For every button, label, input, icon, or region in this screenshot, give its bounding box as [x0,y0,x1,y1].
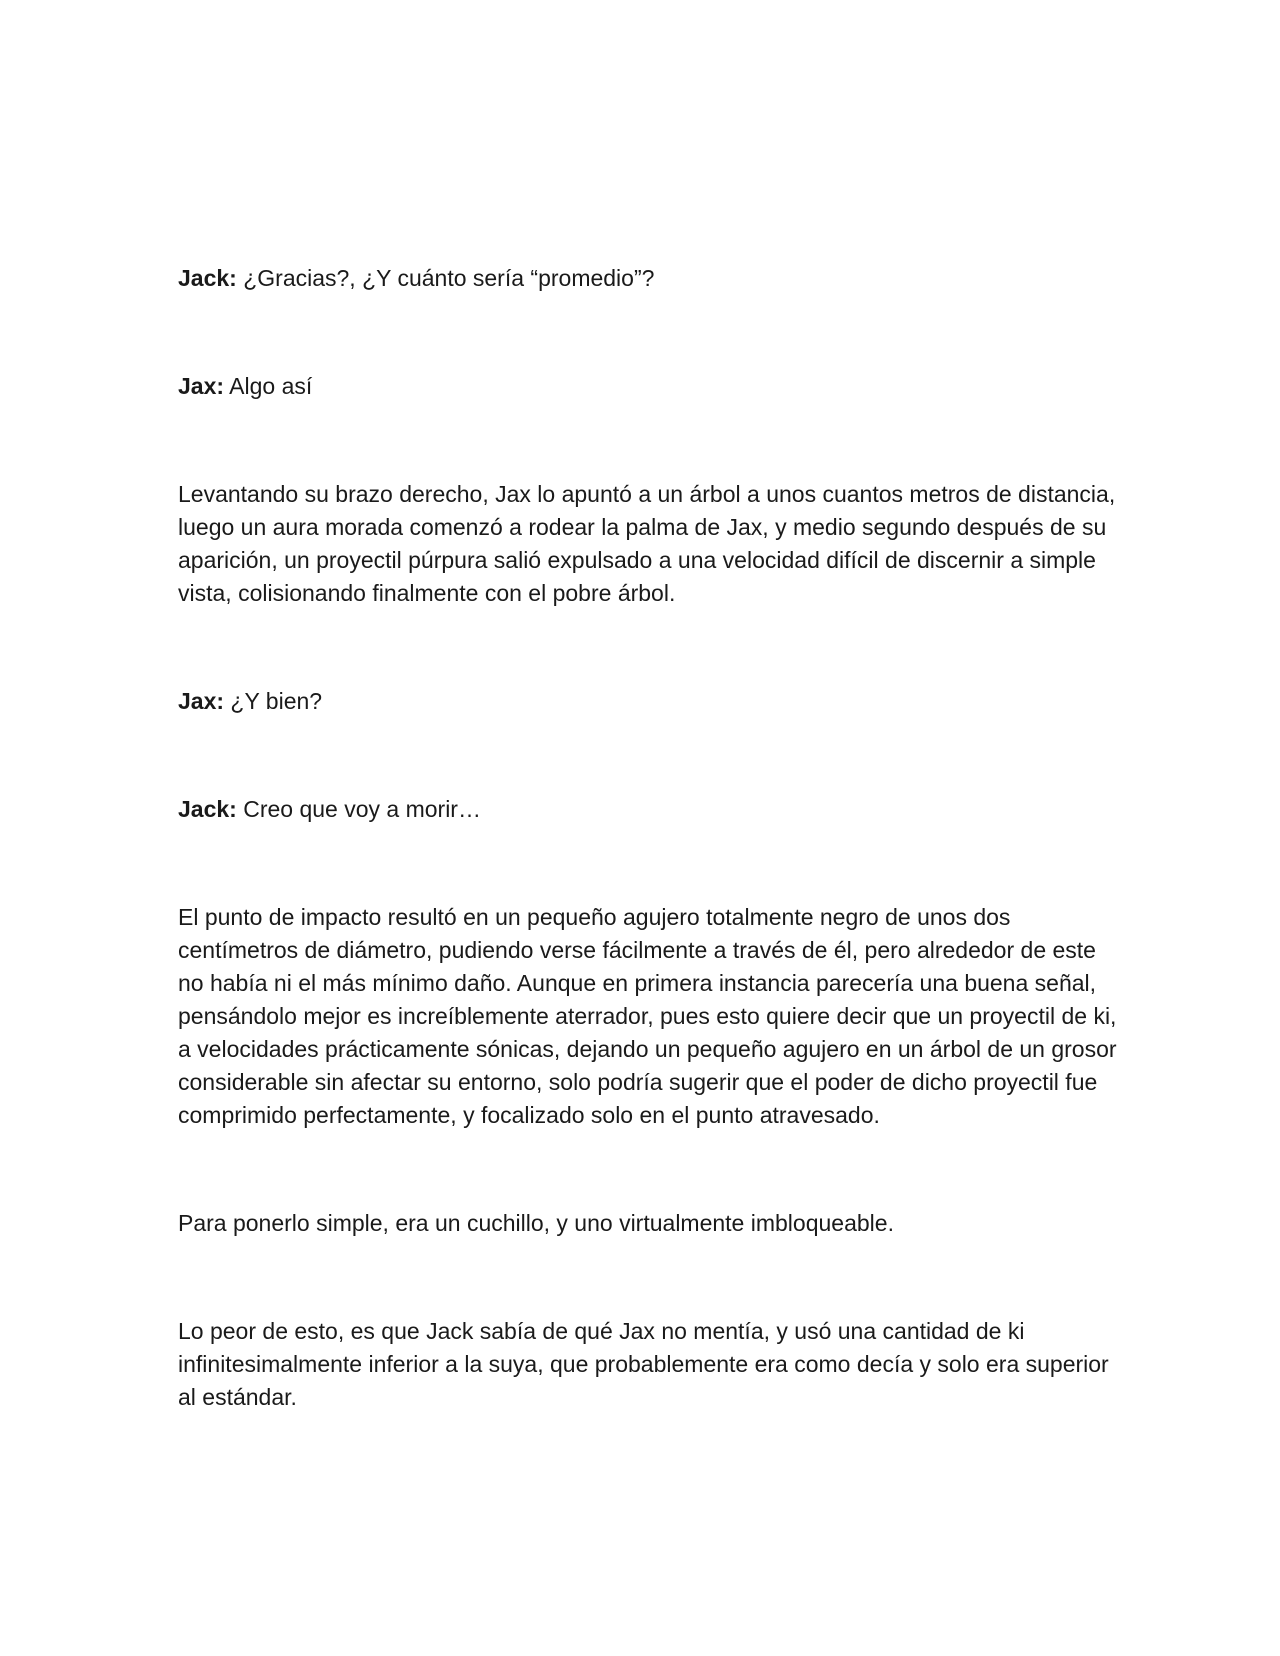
dialogue-text: Algo así [224,373,313,399]
dialogue-line [178,370,1118,403]
dialogue-text: ¿Gracias?, ¿Y cuánto sería “promedio”? [236,265,655,291]
narrative-paragraph [178,901,1118,1132]
narrative-paragraph [178,478,1118,610]
speaker-name: Jax: [178,688,225,714]
paragraph-text: Levantando su brazo derecho, Jax lo apuntó a un árbol a unos cuantos metros de distancia, luego un aura morada comenzó a rodear la palma de Jax, y medio segundo después de su aparición, un proyectil púrpura salió expulsado a una velocidad difícil de discernir a simple vista, colisionando finalmente con el pobre árbol. [178,481,1116,606]
dialogue-text: ¿Y bien? [224,688,323,714]
dialogue-line [178,262,1118,295]
document-body [178,262,1118,1489]
speaker-name: Jack: [178,265,237,291]
paragraph-text: Lo peor de esto, es que Jack sabía de qué Jax no mentía, y usó una cantidad de ki infinitesimalmente inferior a la suya, que probablemente era como decía y solo era superior al estándar. [178,1318,1109,1410]
paragraph-text: El punto de impacto resultó en un pequeño agujero totalmente negro de unos dos centímetros de diámetro, pudiendo verse fácilmente a través de él, pero alrededor de este no había ni el más mínimo daño. Aunque en primera instancia parecería una buena señal, pensándolo mejor es increíblemente aterrador, pues esto quiere decir que un proyectil de ki, a velocidades prácticamente sónicas, dejando un pequeño agujero en un árbol de un grosor considerable sin afectar su entorno, solo podría sugerir que el poder de dicho proyectil fue comprimido perfectamente, y focalizado solo en el punto atravesado. [178,904,1117,1128]
speaker-name: Jax: [178,373,225,399]
speaker-name: Jack: [178,796,237,822]
dialogue-line [178,793,1118,826]
paragraph-text: Para ponerlo simple, era un cuchillo, y uno virtualmente imbloqueable. [178,1210,894,1236]
narrative-paragraph [178,1207,1118,1240]
narrative-paragraph [178,1315,1118,1414]
dialogue-text: Creo que voy a morir… [236,796,481,822]
dialogue-line [178,685,1118,718]
